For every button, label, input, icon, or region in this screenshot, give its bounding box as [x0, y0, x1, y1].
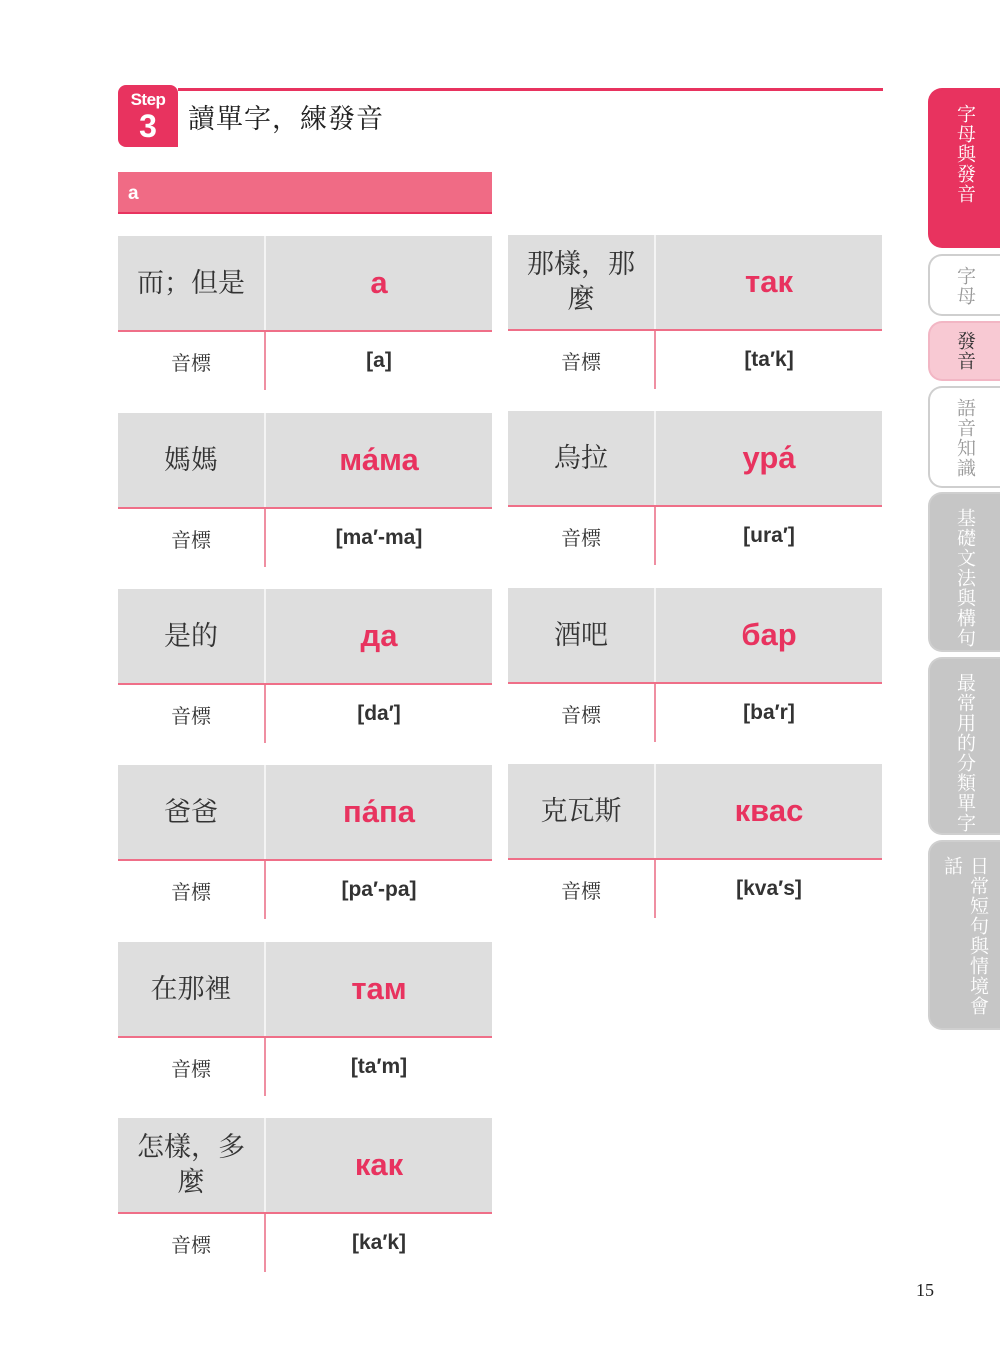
word-card [508, 235, 882, 389]
phonetic-label: 音標 [561, 525, 601, 550]
tab-label: 日常短句與情境會話 [941, 856, 989, 1016]
phonetic-value: [a] [366, 349, 392, 372]
word-meaning: 酒吧 [554, 619, 608, 651]
word-card [118, 589, 492, 743]
word-card [118, 1118, 492, 1272]
russian-word: ма́ма [339, 442, 419, 477]
phonetic-label: 音標 [561, 349, 601, 374]
tab-daily-phrases[interactable] [928, 840, 1000, 1030]
header-rule [178, 88, 883, 91]
tab-phonetics-knowledge[interactable] [928, 386, 1000, 488]
word-card [118, 942, 492, 1096]
word-meaning: 克瓦斯 [540, 795, 622, 827]
tab-label: 基礎文法與構句 [954, 508, 976, 648]
phonetic-value: [ura′] [743, 524, 795, 547]
phonetic-value: [ta′k] [744, 348, 794, 371]
page-number: 15 [916, 1280, 934, 1300]
tab-alphabet-and-pronunciation[interactable] [928, 88, 1000, 248]
phonetic-value: [kva′s] [736, 877, 802, 900]
tab-basic-grammar[interactable] [928, 492, 1000, 652]
russian-word: квас [734, 793, 804, 828]
tab-label: 字母與發音 [954, 104, 976, 204]
phonetic-value: [da′] [357, 702, 401, 725]
tab-common-vocabulary[interactable] [928, 657, 1000, 835]
word-meaning: 在那裡 [150, 973, 232, 1005]
word-card [118, 765, 492, 919]
word-meaning: 媽媽 [164, 444, 218, 476]
russian-word: бар [741, 617, 797, 652]
word-meaning: 而；但是 [137, 267, 245, 299]
page-title: 讀單字，練發音 [188, 104, 384, 135]
phonetic-label: 音標 [171, 879, 211, 904]
phonetic-label: 音標 [561, 702, 601, 727]
phonetic-label: 音標 [561, 878, 601, 903]
word-card [508, 588, 882, 742]
tab-label: 字母 [954, 266, 976, 306]
phonetic-label: 音標 [171, 1056, 211, 1081]
tab-label: 語音知識 [954, 398, 976, 478]
tab-pronunciation[interactable] [928, 321, 1000, 381]
word-card [508, 411, 882, 565]
word-meaning: 是的 [164, 620, 218, 652]
russian-word: да [360, 618, 398, 653]
phonetic-label: 音標 [171, 703, 211, 728]
russian-word: там [351, 971, 407, 1006]
russian-word: а [370, 265, 388, 300]
word-meaning: 怎樣，多麼 [137, 1132, 245, 1198]
russian-word: как [354, 1147, 404, 1182]
word-card [118, 413, 492, 567]
russian-word: па́па [343, 794, 415, 829]
phonetic-value: [ta′m] [350, 1055, 408, 1078]
phonetic-label: 音標 [171, 1232, 211, 1257]
tab-alphabet[interactable] [928, 254, 1000, 316]
phonetic-value: [ba′r] [743, 701, 795, 724]
word-card [118, 236, 492, 390]
tab-label: 發音 [954, 331, 976, 371]
step-word: Step [130, 90, 166, 109]
phonetic-label: 音標 [171, 527, 211, 552]
word-meaning: 那樣，那麼 [527, 249, 635, 315]
phonetic-value: [pa′-pa] [341, 878, 417, 901]
word-meaning: 烏拉 [554, 442, 608, 474]
phonetic-value: [ma′-ma] [335, 526, 423, 549]
phonetic-label: 音標 [171, 350, 211, 375]
word-meaning: 爸爸 [164, 796, 218, 828]
step-badge [118, 85, 178, 147]
step-number: 3 [139, 108, 157, 144]
phonetic-value: [ka′k] [351, 1231, 407, 1254]
russian-word: ура́ [742, 440, 796, 475]
tab-label: 最常用的分類單字 [954, 673, 976, 833]
word-card [508, 764, 882, 918]
russian-word: так [745, 264, 793, 299]
section-letter-bar: a [118, 172, 492, 214]
